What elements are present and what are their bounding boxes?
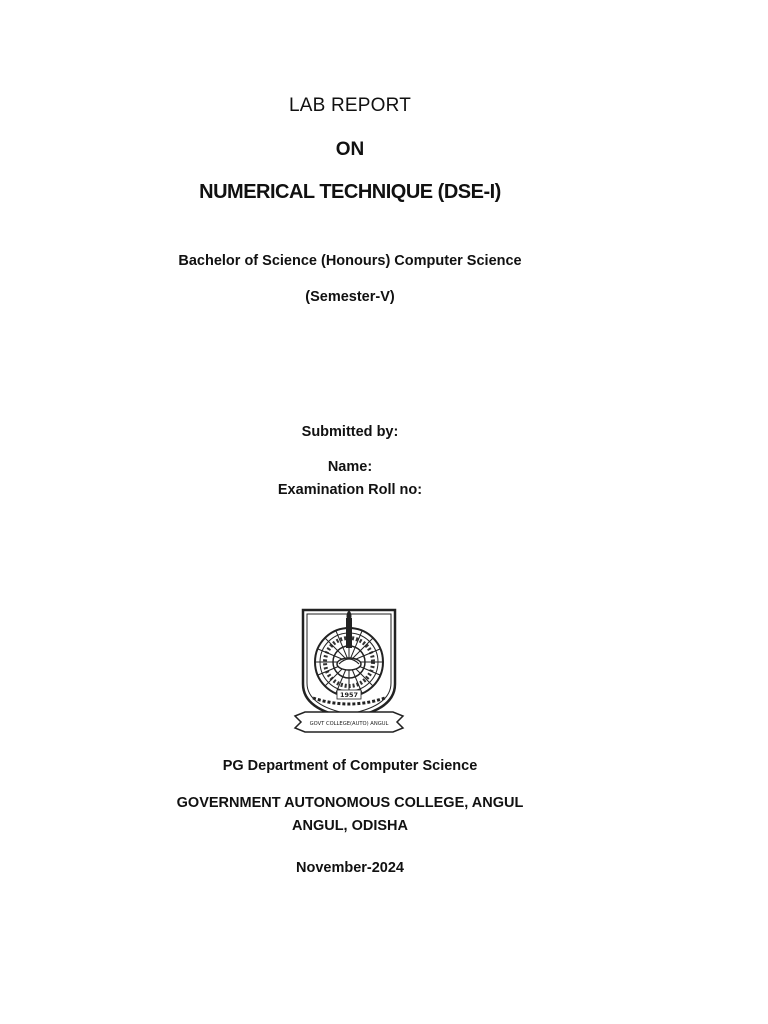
report-on: ON xyxy=(335,139,365,160)
roll-no-label: Examination Roll no: xyxy=(277,482,423,498)
submitted-by-heading: Submitted by: xyxy=(301,424,399,440)
submission-date: November-2024 xyxy=(296,860,404,876)
name-label: Name: xyxy=(327,459,373,475)
emblem-ribbon-text: GOVT COLLEGE(AUTO) ANGUL xyxy=(309,721,389,727)
college-emblem-icon xyxy=(293,606,405,736)
college-location: ANGUL, ODISHA xyxy=(292,818,408,834)
report-title: LAB REPORT xyxy=(288,95,412,116)
semester: (Semester-V) xyxy=(305,289,395,305)
department-name: PG Department of Computer Science xyxy=(222,758,478,774)
degree-name: Bachelor of Science (Honours) Computer Science xyxy=(178,253,522,269)
college-name: GOVERNMENT AUTONOMOUS COLLEGE, ANGUL xyxy=(176,795,524,811)
subject-title: NUMERICAL TECHNIQUE (DSE-I) xyxy=(199,181,501,203)
emblem-year: 1957 xyxy=(339,691,359,699)
